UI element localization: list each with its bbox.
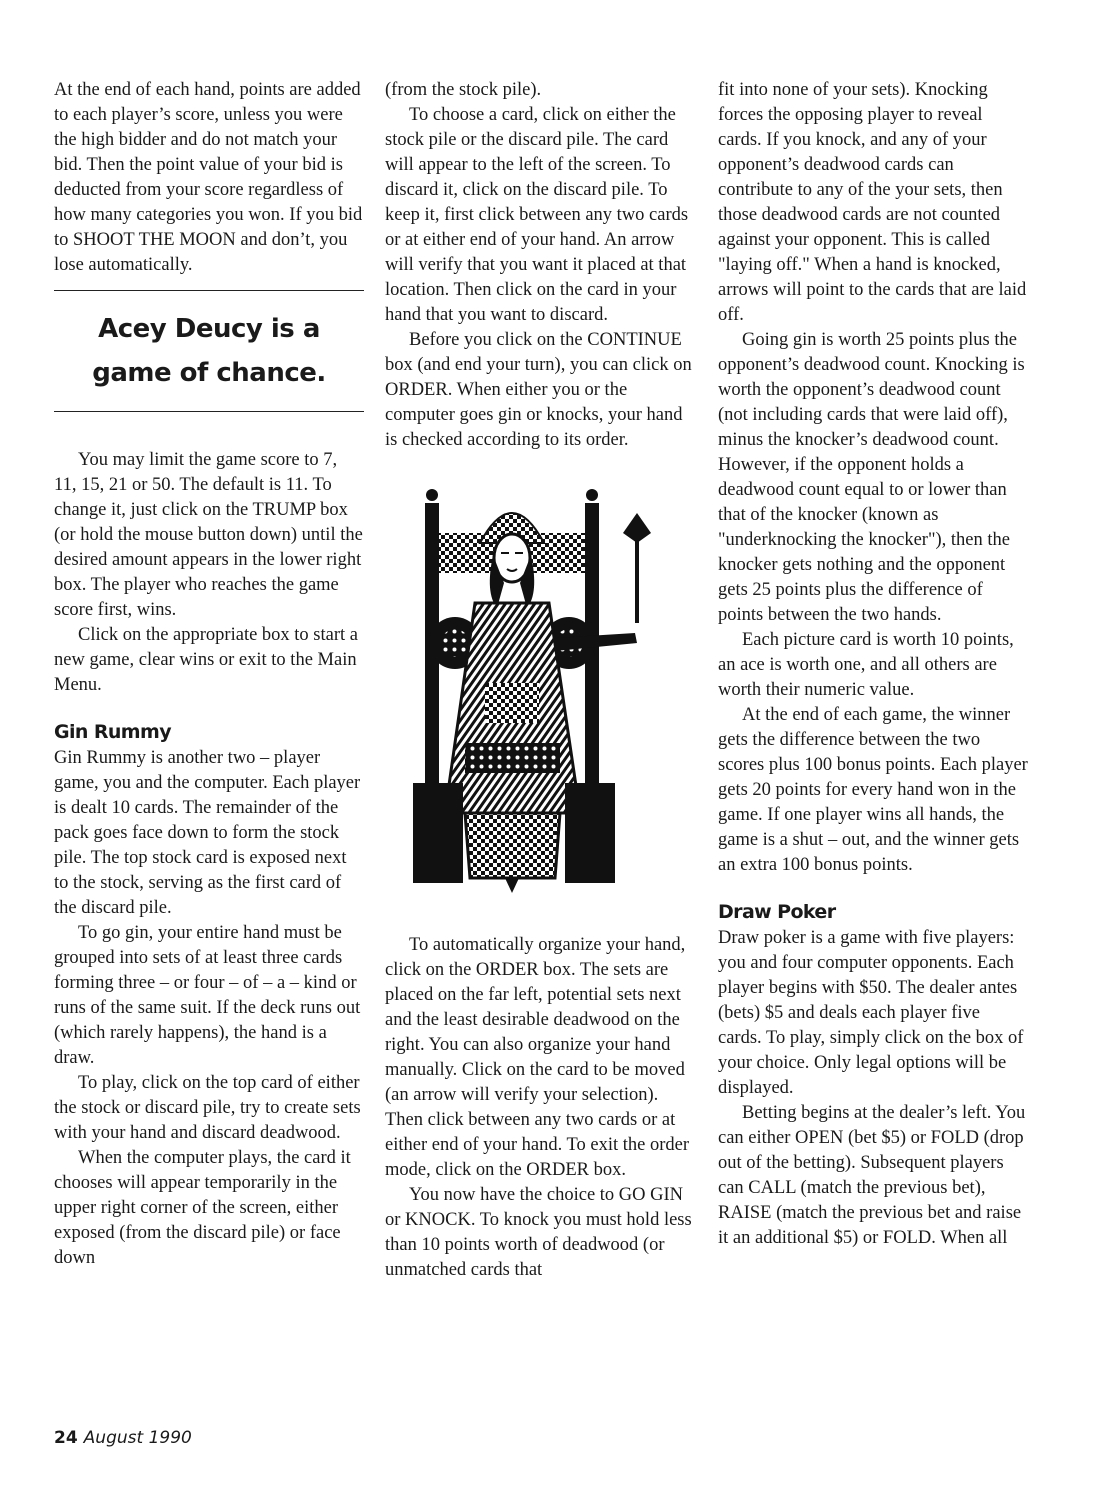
issue-date: August 1990	[83, 1428, 192, 1448]
paragraph-stock-pile: (from the stock pile).	[385, 80, 542, 100]
section-heading-gin-rummy: Gin Rummy	[54, 721, 171, 743]
paragraph-new-game: Click on the appropriate box to start a new game, clear wins or exit to the Main Menu.	[54, 625, 358, 695]
page-number: 24	[54, 1428, 78, 1448]
paragraph-betting: Betting begins at the dealer’s left. You can either OPEN (bet $5) or FOLD (drop out of the betting). Subsequent players can CALL (match the previous bet), RAISE (match the previous bet and raise it an additional $5) or FOLD. When all	[718, 1103, 1026, 1248]
paragraph-computer-plays: When the computer plays, the card it chooses will appear temporarily in the upper right corner of the screen, either exposed (from the discard pile) or face down	[54, 1148, 351, 1268]
page-footer	[54, 1428, 192, 1448]
paragraph-gin-intro: Gin Rummy is another two – player game, you and the computer. Each player is dealt 10 cards. The remainder of the pack goes face down to form the stock pile. The top stock card is exposed next to the stock, serving as the first card of the discard pile.	[54, 748, 361, 918]
paragraph-laying-off: fit into none of your sets). Knocking forces the opposing player to reveal cards. If you knock, and any of your opponent’s deadwood cards can contribute to any of the your sets, then those deadwood cards are not counted against your opponent. This is called "laying off." When a hand is knocked, arrows will point to the cards that are laid off.	[718, 80, 1027, 325]
paragraph-continue: Before you click on the CONTINUE box (and end your turn), you can click on ORDER. When either you or the computer goes gin or knocks, your hand is checked according to its order.	[385, 330, 692, 450]
paragraph-choose-card: To choose a card, click on either the stock pile or the discard pile. The card will appear to the left of the screen. To discard it, click on the discard pile. To keep it, first click between any two cards or at either end of your hand. An arrow will verify that you want it placed at that location. Then click on the card in your hand that you want to discard.	[385, 105, 689, 325]
paragraph-to-play: To play, click on the top card of either the stock or discard pile, try to create sets with your hand and discard deadwood.	[54, 1073, 361, 1143]
column-middle	[385, 78, 695, 1283]
column-right	[718, 78, 1028, 1251]
paragraph-knock: You now have the choice to GO GIN or KNOCK. To knock you must hold less than 10 points worth of deadwood (or unmatched cards that	[385, 1185, 692, 1280]
paragraph-game-score: You may limit the game score to 7, 11, 15, 21 or 50. The default is 11. To change it, just click on the TRUMP box (or hold the mouse button down) until the desired amount appears in the lower right box. The player who reaches the game score first, wins.	[54, 450, 363, 620]
paragraph-card-values: Each picture card is worth 10 points, an ace is worth one, and all others are worth their numeric value.	[718, 630, 1014, 700]
section-heading-draw-poker: Draw Poker	[718, 901, 836, 923]
paragraph-end-of-game: At the end of each game, the winner gets the difference between the two scores plus 100 bonus points. Each player gets 20 points for every hand won in the game. If one player wins all hands, the game is a shut – out, and the winner gets an extra 100 bonus points.	[718, 705, 1028, 875]
paragraph-scoring: At the end of each hand, points are added to each player’s score, unless you were the high bidder and do not match your bid. Then the point value of your bid is deducted from your score regardless of how many categories you won. If you bid to SHOOT THE MOON and don’t, you lose automatically.	[54, 80, 363, 275]
paragraph-poker-intro: Draw poker is a game with five players: you and four computer opponents. Each player begins with $50. The dealer antes (bets) $5 and deals each player five cards. To play, simply click on the box of your choice. Only legal options will be displayed.	[718, 928, 1024, 1098]
column-left	[54, 78, 364, 1271]
paragraph-going-gin: Going gin is worth 25 points plus the opponent’s deadwood count. Knocking is worth the opponent’s deadwood count (not including cards that were laid off), minus the knocker’s deadwood count. However, if the opponent holds a deadwood count equal to or lower than that of the knocker (known as "underknocking the knocker"), then the knocker gets nothing and the opponent gets 25 points plus the difference of points between the two hands.	[718, 330, 1025, 625]
queen-illustration	[405, 483, 665, 893]
paragraph-organize-hand: To automatically organize your hand, click on the ORDER box. The sets are placed on the far left, potential sets next and the least desirable deadwood on the right. You can also organize your hand manually. Click on the card to be moved (an arrow will verify your selection). Then click between any two cards or at either end of your hand. To exit the order mode, click on the ORDER box.	[385, 935, 690, 1180]
paragraph-go-gin: To go gin, your entire hand must be grouped into sets of at least three cards forming three – or four – of – a – kind or runs of the same suit. If the deck runs out (which rarely happens), the hand is a draw.	[54, 923, 361, 1068]
pull-quote-box	[54, 290, 364, 412]
pull-quote: Acey Deucy is a game of chance.	[92, 314, 326, 388]
queen-on-throne-illustration	[405, 483, 665, 893]
